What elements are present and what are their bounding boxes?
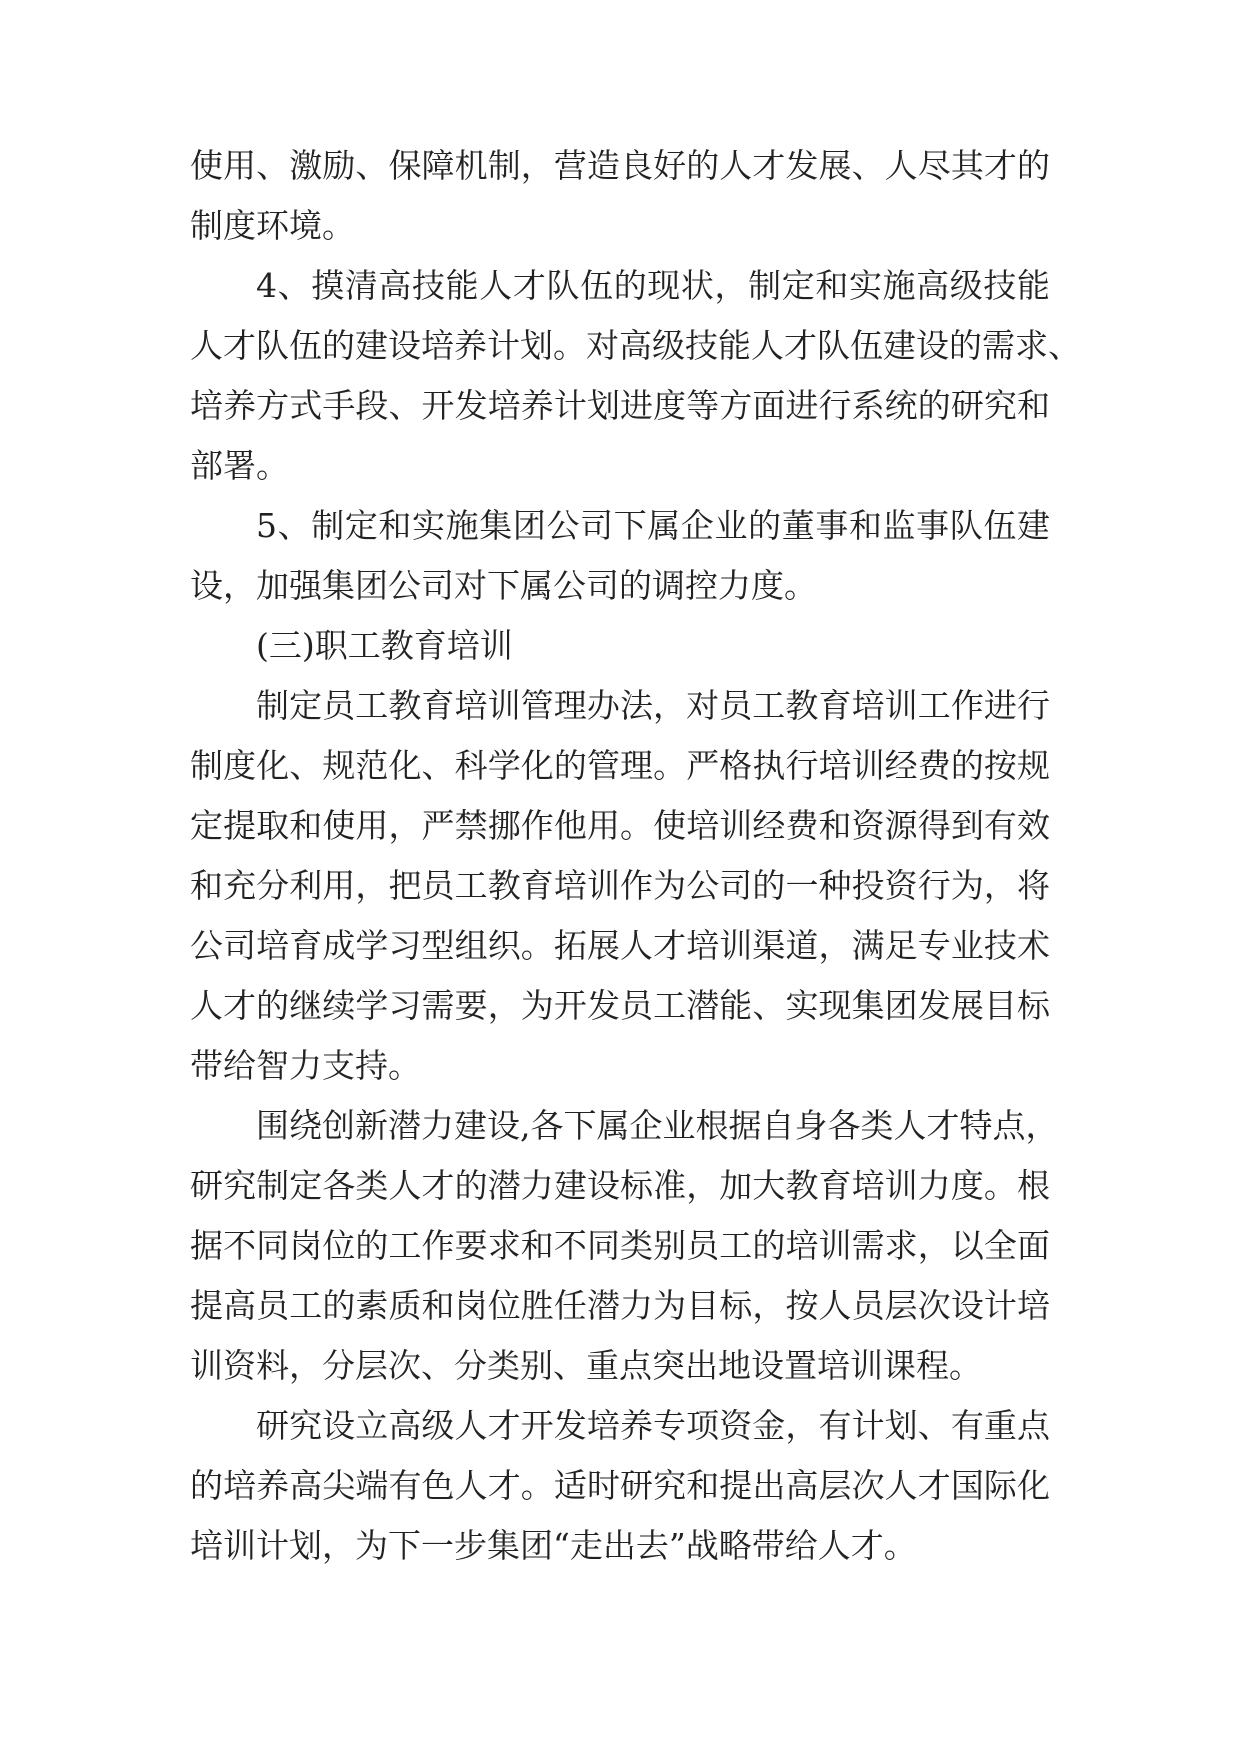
section-heading: (三)职工教育培训 bbox=[256, 626, 513, 665]
paragraph-line: 制度化、规范化、科学化的管理。严格执行培训经费的按规 bbox=[190, 746, 1050, 785]
paragraph-line: 和充分利用，把员工教育培训作为公司的一种投资行为，将 bbox=[190, 866, 1050, 905]
paragraph-line: 设，加强集团公司对下属公司的调控力度。 bbox=[190, 566, 817, 605]
paragraph-line: 使用、激励、保障机制，营造良好的人才发展、人尽其才的 bbox=[190, 146, 1050, 185]
paragraph-line: 提高员工的素质和岗位胜任潜力为目标，按人员层次设计培 bbox=[190, 1286, 1050, 1325]
paragraph-line: 人才的继续学习需要，为开发员工潜能、实现集团发展目标 bbox=[190, 986, 1050, 1025]
paragraph-line: 培训计划，为下一步集团“走出去”战略带给人才。 bbox=[190, 1526, 917, 1565]
paragraph-line: 的培养高尖端有色人才。适时研究和提出高层次人才国际化 bbox=[190, 1466, 1050, 1505]
paragraph-line: 培养方式手段、开发培养计划进度等方面进行系统的研究和 bbox=[190, 386, 1050, 425]
paragraph-line: 定提取和使用，严禁挪作他用。使培训经费和资源得到有效 bbox=[190, 806, 1050, 845]
paragraph-line: 据不同岗位的工作要求和不同类别员工的培训需求，以全面 bbox=[190, 1226, 1050, 1265]
paragraph-line: 研究设立高级人才开发培养专项资金，有计划、有重点 bbox=[256, 1406, 1050, 1445]
paragraph-line: 训资料，分层次、分类别、重点突出地设置培训课程。 bbox=[190, 1346, 982, 1385]
paragraph-line: 人才队伍的建设培养计划。对高级技能人才队伍建设的需求、 bbox=[190, 326, 1081, 365]
paragraph-line: 部署。 bbox=[190, 446, 289, 485]
paragraph-line: 围绕创新潜力建设,各下属企业根据自身各类人才特点， bbox=[256, 1106, 1059, 1145]
paragraph-line: 5、制定和实施集团公司下属企业的董事和监事队伍建 bbox=[256, 506, 1050, 545]
paragraph-line: 研究制定各类人才的潜力建设标准，加大教育培训力度。根 bbox=[190, 1166, 1050, 1205]
paragraph-line: 制定员工教育培训管理办法，对员工教育培训工作进行 bbox=[256, 686, 1050, 725]
paragraph-line: 带给智力支持。 bbox=[190, 1046, 421, 1085]
paragraph-line: 4、摸清高技能人才队伍的现状，制定和实施高级技能 bbox=[256, 266, 1050, 305]
paragraph-line: 公司培育成学习型组织。拓展人才培训渠道，满足专业技术 bbox=[190, 926, 1050, 965]
paragraph-line: 制度环境。 bbox=[190, 206, 355, 245]
